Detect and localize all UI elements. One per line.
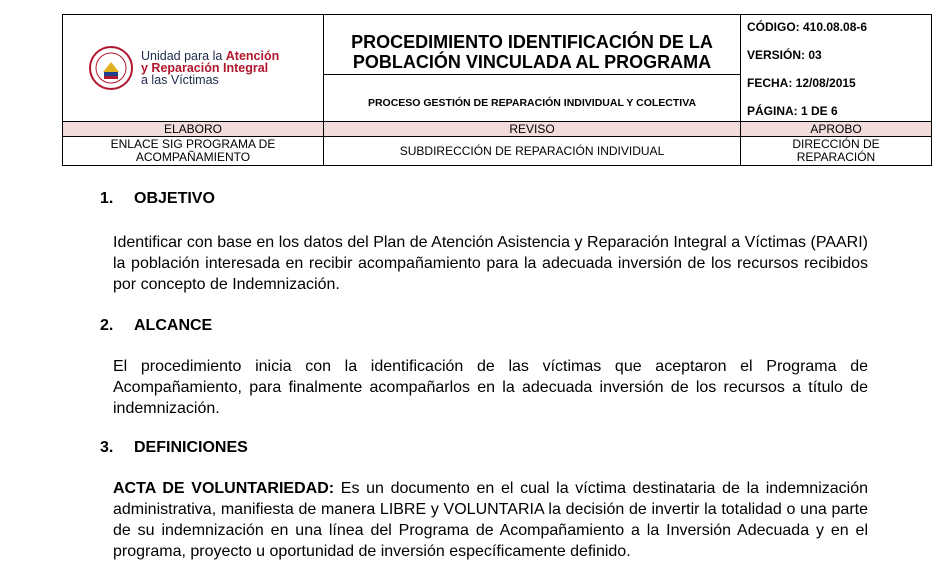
- logo-text: [141, 50, 279, 86]
- col-aprobo: APROBO: [741, 122, 932, 137]
- section-1-text: Identificar con base en los datos del Plan de Atención Asistencia y Reparación Integral a Víctimas (PAARI) la población interesada en recibir acompañamiento para la adecuada inversión de los recursos recibidos por concepto de Indemnización.: [113, 234, 868, 293]
- logo-line3: a las Víctimas: [141, 73, 219, 87]
- process-name: PROCESO GESTIÓN DE REPARACIÓN INDIVIDUAL Y COLECTIVA: [367, 96, 697, 109]
- institution-logo: [63, 46, 323, 90]
- section-3-title: [100, 439, 248, 457]
- section-2-title: [100, 317, 212, 335]
- approval-header-row: [63, 122, 932, 137]
- title-cell: [324, 15, 741, 122]
- logo-line2: y Reparación Integral: [141, 61, 269, 75]
- value-elaboro: ENLACE SIG PROGRAMA DE ACOMPAÑAMIENTO: [63, 137, 324, 166]
- logo-line1-plain: Unidad para la: [141, 49, 226, 63]
- colombia-seal-icon: [89, 46, 133, 90]
- document-version: VERSIÓN: 03: [747, 48, 822, 62]
- col-reviso: REVISO: [324, 122, 741, 137]
- document-title: PROCEDIMIENTO IDENTIFICACIÓN DE LA POBLACIÓN VINCULADA AL PROGRAMA: [324, 28, 740, 75]
- section-heading: DEFINICIONES: [134, 439, 248, 456]
- section-number: 2.: [100, 317, 114, 334]
- section-heading: OBJETIVO: [134, 190, 215, 207]
- value-reviso: SUBDIRECCIÓN DE REPARACIÓN INDIVIDUAL: [324, 137, 741, 166]
- approval-value-row: [63, 137, 932, 166]
- definition-text: Es un documento en el cual la víctima destinataria de la indemnización administrativa, manifiesta de manera LIBRE y VOLUNTARIA la decisión de invertir la totalidad o una parte de su indemnización en una línea del Programa de Acompañamiento a la Inversión Adecuada y en el programa, proyecto u oportunidad de inversión específicamente definido.: [113, 480, 869, 560]
- meta-cell: [741, 15, 932, 122]
- section-number: 1.: [100, 190, 114, 207]
- section-number: 3.: [100, 439, 114, 456]
- document-page: PÁGINA: 1 DE 6: [747, 104, 838, 118]
- document-date: FECHA: 12/08/2015: [747, 76, 856, 90]
- document-code: CÓDIGO: 410.08.08-6: [747, 20, 868, 34]
- section-heading: ALCANCE: [134, 317, 213, 334]
- definition-term: ACTA DE VOLUNTARIEDAD:: [113, 480, 335, 497]
- value-aprobo: DIRECCIÓN DE REPARACIÓN: [741, 137, 932, 166]
- logo-cell: [63, 15, 324, 122]
- col-elaboro: ELABORO: [63, 122, 324, 137]
- logo-line1-bold: Atención: [225, 49, 280, 63]
- section-3-text: [113, 478, 868, 562]
- document-header-table: [62, 14, 932, 166]
- section-2-text: El procedimiento inicia con la identificación de las víctimas que aceptaron el Programa de Acompañamiento, para finalmente acompañarlos en la adecuada inversión de los recursos a título de indemnización.: [113, 358, 868, 417]
- section-1-title: [100, 190, 215, 208]
